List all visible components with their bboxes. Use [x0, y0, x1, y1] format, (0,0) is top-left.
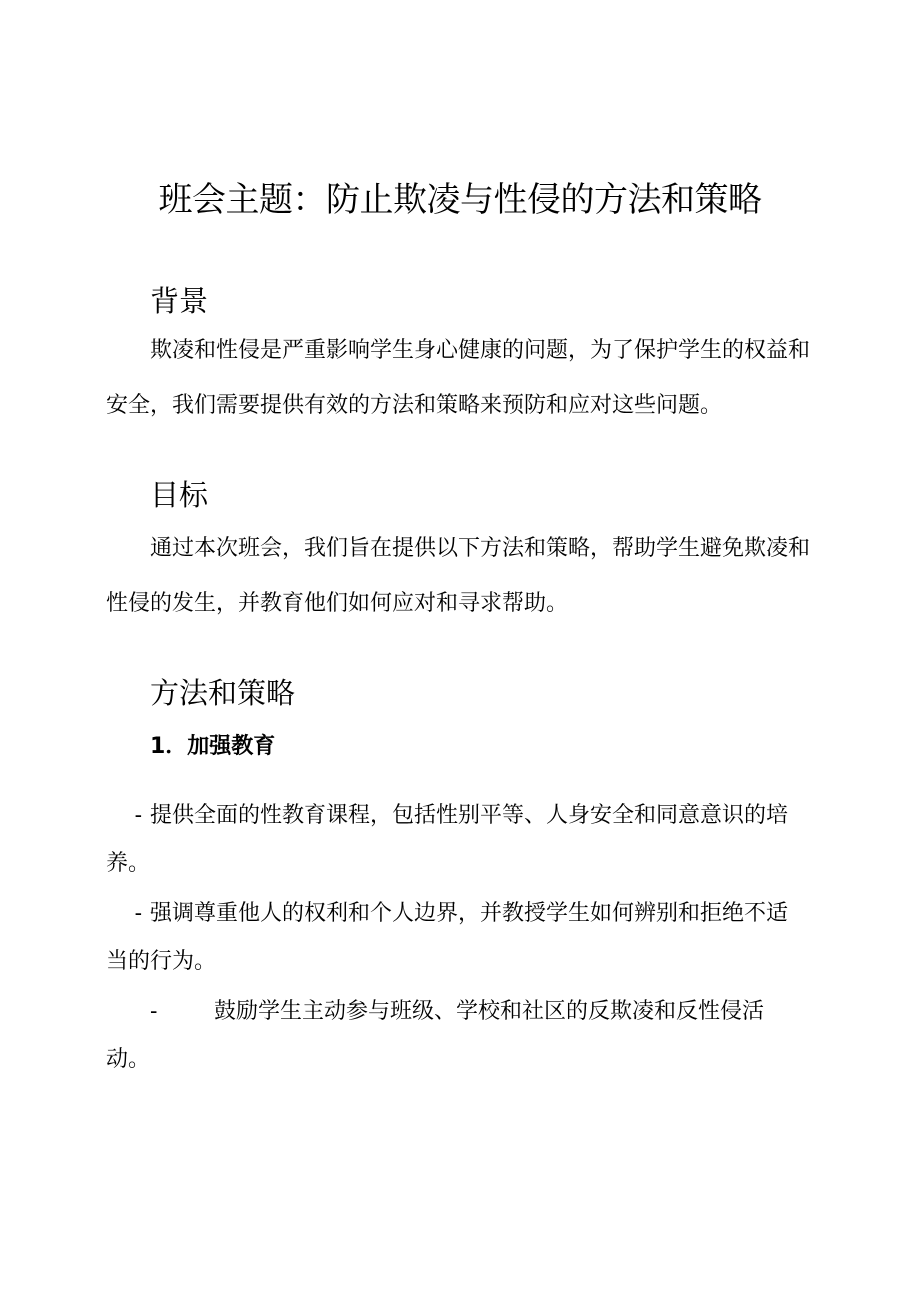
section-heading-background: 背景	[150, 284, 209, 318]
bullet-dash: -	[150, 999, 158, 1024]
section-heading-methods: 方法和策略	[150, 676, 296, 710]
section-paragraph-goal: 通过本次班会，我们旨在提供以下方法和策略，帮助学生避免欺凌和性侵的发生，并教育他们如何应对和寻求帮助。	[106, 536, 811, 616]
section-heading-goal: 目标	[150, 478, 209, 512]
bullet-text: 强调尊重他人的权利和个人边界，并教授学生如何辨别和拒绝不适当的行为。	[106, 901, 789, 974]
document-title: 班会主题：防止欺凌与性侵的方法和策略	[158, 180, 762, 220]
bullet-item-3	[106, 988, 806, 1084]
bullet-text: 提供全面的性教育课程，包括性别平等、人身安全和同意意识的培养。	[106, 803, 789, 876]
bullet-text: 鼓励学生主动参与班级、学校和社区的反欺凌和反性侵活动。	[106, 999, 765, 1072]
bullet-item-1	[106, 792, 806, 888]
subheading-strengthen-education: 1．加强教育	[150, 734, 276, 759]
bullet-item-2	[106, 890, 806, 986]
bullet-dash: -	[134, 901, 142, 926]
section-paragraph-background: 欺凌和性侵是严重影响学生身心健康的问题，为了保护学生的权益和安全，我们需要提供有效的方法和策略来预防和应对这些问题。	[106, 338, 811, 418]
bullet-dash: -	[134, 803, 142, 828]
